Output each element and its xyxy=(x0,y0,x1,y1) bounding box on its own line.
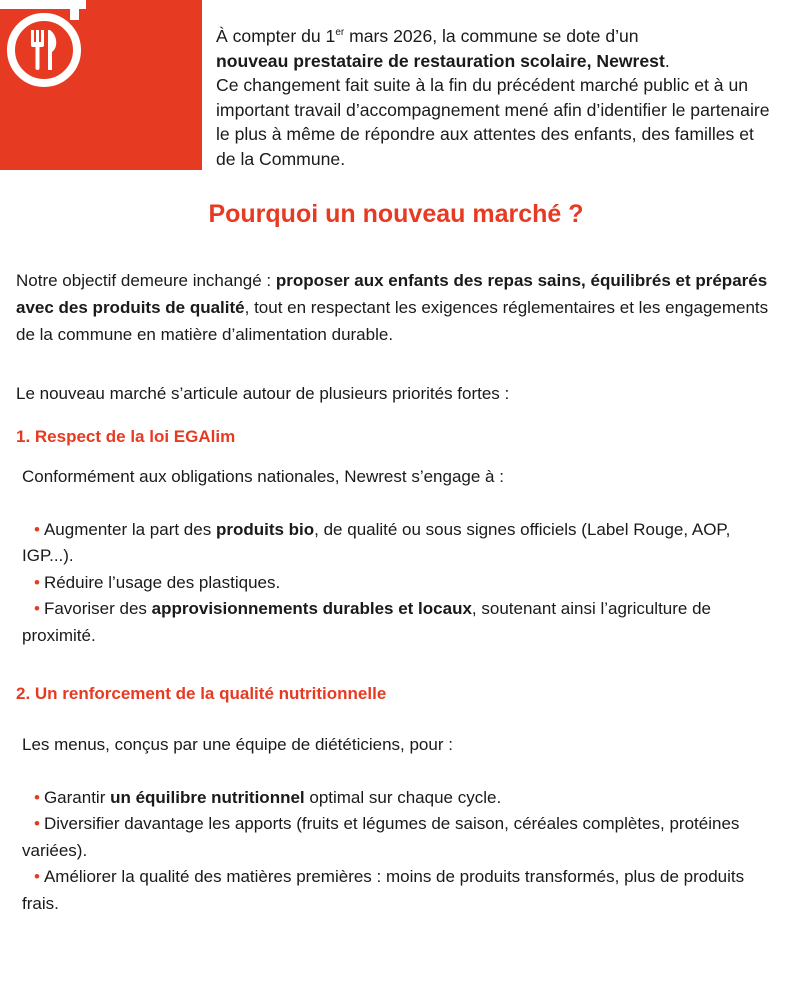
list-item: • Garantir un équilibre nutritionnel optimal sur chaque cycle. xyxy=(22,785,782,812)
list-item: • Favoriser des approvisionnements durables et locaux, soutenant ainsi l’agriculture de proximité. xyxy=(22,599,712,645)
intro-line1-post: mars 2026, la commune se dote d’un xyxy=(344,26,639,46)
bullet-dot-icon: • xyxy=(34,787,40,807)
section1-title: 1. Respect de la loi EGAlim xyxy=(16,427,236,446)
objective-pre: Notre objectif demeure inchangé : xyxy=(16,271,276,290)
bullet-dot-icon: • xyxy=(34,599,40,618)
section1-body xyxy=(22,464,782,649)
section2-title: 2. Un renforcement de la qualité nutritionnelle xyxy=(16,684,387,703)
objective-post: , tout en respectant les exigences réglementaires et les engagements de la commune en matière d’alimentation durable. xyxy=(16,298,769,344)
section2-lead: Les menus, conçus par une équipe de diététiciens, pour : xyxy=(22,735,453,754)
logo-block xyxy=(0,0,202,170)
intro-rest: Ce changement fait suite à la fin du précédent marché public et à un important travail d’accompagnement mené afin d’identifier le partenaire le plus à même de répondre aux attentes des enfants, des familles et de la Commune. xyxy=(216,75,770,169)
bullet-dot-icon: • xyxy=(34,867,40,886)
priorities-intro: Le nouveau marché s’articule autour de plusieurs priorités fortes : xyxy=(16,384,510,403)
section1-lead: Conformément aux obligations nationales, Newrest s’engage à : xyxy=(22,467,504,486)
page-title: Pourquoi un nouveau marché ? xyxy=(208,200,584,228)
list-item: • Améliorer la qualité des matières premières : moins de produits transformés, plus de produits frais. xyxy=(22,867,745,913)
intro-bold-end: . xyxy=(664,50,670,71)
section2-list xyxy=(22,785,782,918)
objective-bold: proposer aux enfants des repas sains, équilibrés et préparés avec des produits de qualité xyxy=(16,271,768,317)
intro-superscript: er xyxy=(335,27,345,39)
section1-list xyxy=(22,517,782,650)
intro-line1-pre: À compter du 1 xyxy=(216,26,336,46)
list-item: • Augmenter la part des produits bio, de qualité ou sous signes officiels (Label Rouge, AOP, IGP...). xyxy=(22,519,731,565)
list-item: • Diversifier davantage les apports (fruits et légumes de saison, céréales complètes, protéines variées). xyxy=(22,814,740,860)
bullet-dot-icon: • xyxy=(34,572,40,592)
fork-knife-plate-icon xyxy=(0,0,202,170)
intro-bold: nouveau prestataire de restauration scolaire, Newrest xyxy=(216,50,665,71)
bullet-dot-icon: • xyxy=(34,519,40,539)
objective-paragraph xyxy=(16,267,786,348)
intro-text xyxy=(216,24,776,171)
list-item: • Réduire l’usage des plastiques. xyxy=(22,570,782,597)
bullet-dot-icon: • xyxy=(34,814,40,833)
section2-body xyxy=(22,732,782,917)
